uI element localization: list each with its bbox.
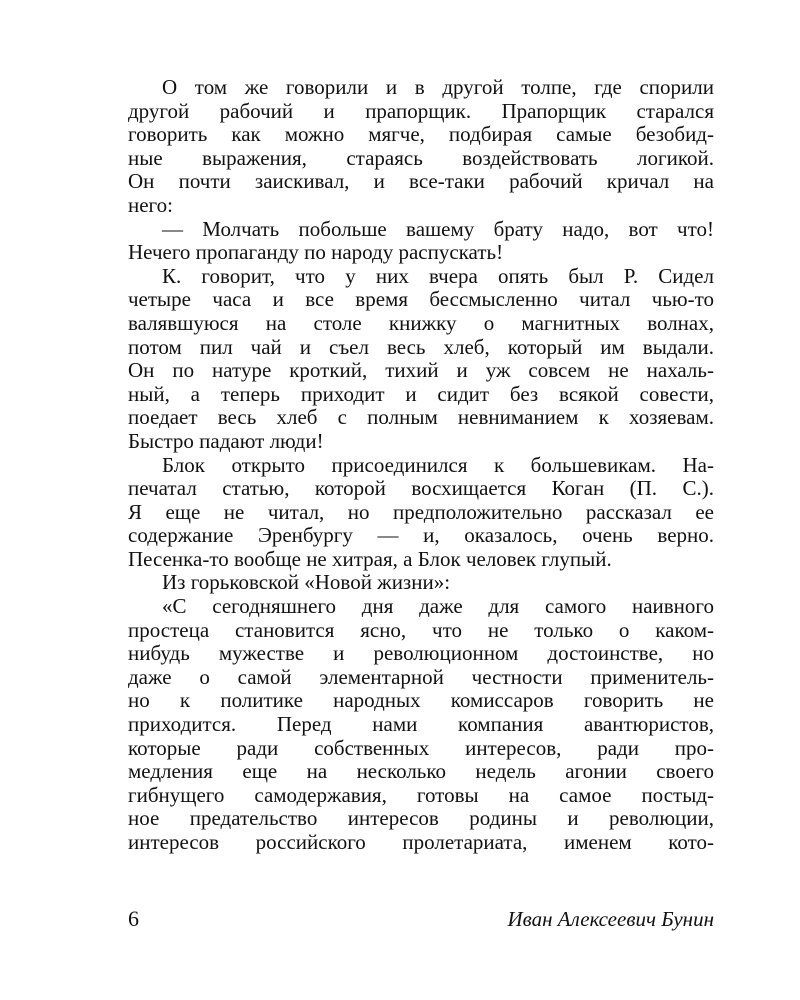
text-line: другой рабочий и прапорщик. Прапорщик старался <box>128 98 714 123</box>
text-line: Блок открыто присоединился к большевикам. На- <box>162 452 714 477</box>
text-line: Нечего пропаганду по народу распускать! <box>128 240 504 265</box>
text-line: К. говорит, что у них вчера опять был Р. Сидел <box>162 263 714 288</box>
text-line: Песенка-то вообще не хитрая, а Блок человек глупый. <box>128 546 612 571</box>
text-line: Я еще не читал, но предположительно рассказал ее <box>128 499 714 524</box>
text-line: говорить как можно мягче, подбирая самые безобид- <box>128 122 714 147</box>
body-text <box>128 76 714 855</box>
text-line: печатал статью, которой восхищается Коган (П. С.). <box>128 476 714 501</box>
text-line: интересов российского пролетариата, именем кото- <box>128 830 714 854</box>
text-line: Быстро падают люди! <box>128 428 324 453</box>
text-line: ный, а теперь приходит и сидит без всякой совести, <box>128 381 714 406</box>
text-line: валявшуюся на столе книжку о магнитных волнах, <box>128 310 714 335</box>
text-line: О том же говорили и в другой толпе, где спорили <box>162 75 714 99</box>
text-line: потом пил чай и съел весь хлеб, который им выдали. <box>128 334 714 359</box>
text-line: Он почти заискивал, и все-таки рабочий кричал на <box>128 169 714 194</box>
text-line: нибудь мужестве и революционном достоинстве, но <box>128 641 714 666</box>
text-line: «С сегодняшнего дня даже для самого наивного <box>162 594 714 619</box>
text-line: Из горьковской «Новой жизни»: <box>162 570 451 595</box>
text-line: четыре часа и все время бессмысленно читал чью-то <box>128 287 714 312</box>
text-line: но к политике народных комиссаров говорить не <box>128 688 714 713</box>
text-line: — Молчать побольше вашему брату надо, вот что! <box>162 216 714 241</box>
text-line: него: <box>128 192 173 217</box>
text-line: которые ради собственных интересов, ради про- <box>128 735 714 760</box>
text-line: ные выражения, стараясь воздействовать логикой. <box>128 145 714 170</box>
text-line: ное предательство интересов родины и революции, <box>128 806 714 831</box>
page-number: 6 <box>128 906 139 931</box>
text-line: медления еще на несколько недель агонии своего <box>128 759 714 784</box>
running-footer-author: Иван Алексеевич Бунин <box>507 907 714 931</box>
text-line: даже о самой элементарной честности применитель- <box>128 664 714 689</box>
text-line: Он по натуре кроткий, тихий и уж совсем не нахаль- <box>128 358 714 383</box>
text-line: содержание Эренбургу — и, оказалось, очень верно. <box>128 523 714 548</box>
text-line: простеца становится ясно, что не только о каком- <box>128 617 714 642</box>
text-line: поедает весь хлеб с полным невниманием к хозяевам. <box>128 405 714 430</box>
text-line: гибнущего самодержавия, готовы на самое постыд- <box>128 782 714 807</box>
text-line: приходится. Перед нами компания авантюристов, <box>128 712 714 737</box>
